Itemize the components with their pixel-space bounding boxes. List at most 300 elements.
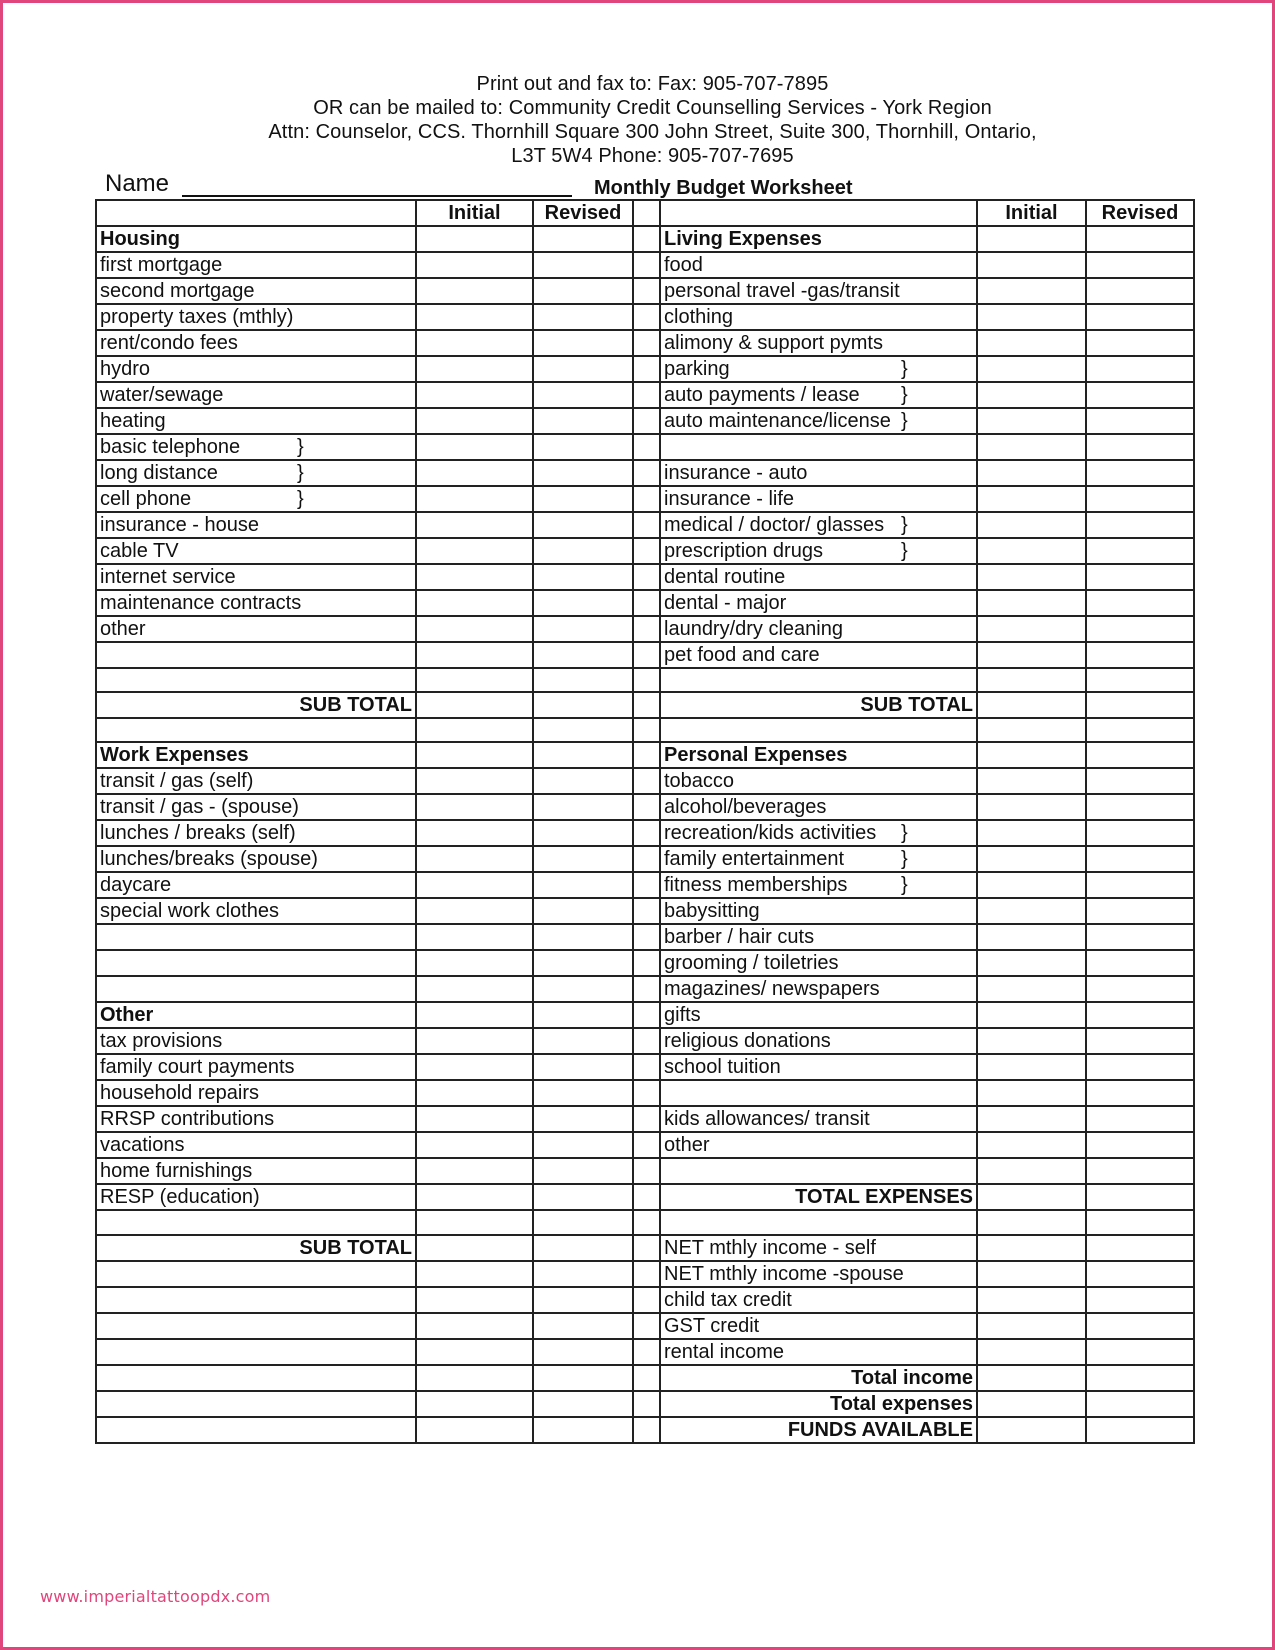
gap-cell: [633, 1002, 660, 1028]
right-label-cell: [660, 512, 977, 538]
right-label-cell: babysitting: [660, 898, 977, 924]
initial-amount-cell[interactable]: [977, 1287, 1086, 1313]
gap-cell: [633, 434, 660, 460]
initial-amount-cell[interactable]: [416, 538, 533, 564]
revised-amount-cell[interactable]: [533, 1132, 633, 1158]
revised-amount-cell[interactable]: [1086, 1235, 1194, 1261]
right-label-cell: [660, 1158, 977, 1184]
grouping-brace: }: [901, 874, 908, 897]
initial-amount-cell[interactable]: [977, 898, 1086, 924]
revised-amount-cell[interactable]: [1086, 434, 1194, 460]
column-header-revised: Revised: [1086, 200, 1194, 226]
initial-amount-cell[interactable]: [416, 1417, 533, 1443]
initial-amount-cell[interactable]: [977, 1158, 1086, 1184]
initial-amount-cell[interactable]: [416, 486, 533, 512]
initial-amount-cell[interactable]: [977, 1391, 1086, 1417]
gap-cell: [633, 794, 660, 820]
initial-amount-cell[interactable]: [977, 794, 1086, 820]
fax-mail-instructions: [0, 72, 1275, 168]
revised-amount-cell[interactable]: [533, 564, 633, 590]
gap-cell: [633, 872, 660, 898]
initial-amount-cell[interactable]: [977, 1080, 1086, 1106]
right-label-cell: [660, 872, 977, 898]
initial-amount-cell[interactable]: [416, 692, 533, 718]
table-row: [96, 1132, 1194, 1158]
initial-amount-cell[interactable]: [416, 1132, 533, 1158]
initial-amount-cell[interactable]: [977, 252, 1086, 278]
table-row: [96, 1106, 1194, 1132]
revised-amount-cell[interactable]: [533, 976, 633, 1002]
right-label-cell: food: [660, 252, 977, 278]
watermark-url: www.imperialtattoopdx.com: [40, 1587, 271, 1606]
revised-amount-cell[interactable]: [533, 1210, 633, 1234]
table-row: [96, 304, 1194, 330]
initial-amount-cell[interactable]: [977, 1028, 1086, 1054]
gap-cell: [633, 616, 660, 642]
initial-amount-cell[interactable]: [416, 1080, 533, 1106]
revised-amount-cell[interactable]: [1086, 616, 1194, 642]
revised-amount-cell[interactable]: [1086, 742, 1194, 768]
revised-amount-cell[interactable]: [1086, 820, 1194, 846]
table-row: [96, 1054, 1194, 1080]
table-row: [96, 924, 1194, 950]
initial-amount-cell[interactable]: [977, 356, 1086, 382]
revised-amount-cell[interactable]: [533, 1158, 633, 1184]
table-row: [96, 1365, 1194, 1391]
left-label-cell: [96, 434, 416, 460]
revised-amount-cell[interactable]: [533, 1261, 633, 1287]
initial-amount-cell[interactable]: [977, 434, 1086, 460]
initial-amount-cell[interactable]: [416, 1028, 533, 1054]
revised-amount-cell[interactable]: [1086, 1417, 1194, 1443]
initial-amount-cell[interactable]: [416, 1365, 533, 1391]
revised-amount-cell[interactable]: [1086, 1313, 1194, 1339]
initial-amount-cell[interactable]: [977, 846, 1086, 872]
initial-amount-cell[interactable]: [416, 278, 533, 304]
revised-amount-cell[interactable]: [1086, 304, 1194, 330]
grouping-brace: }: [901, 384, 908, 406]
table-row: [96, 434, 1194, 460]
revised-amount-cell[interactable]: [533, 590, 633, 616]
revised-amount-cell[interactable]: [533, 382, 633, 408]
right-label-text: auto payments / lease: [664, 384, 860, 406]
initial-amount-cell[interactable]: [416, 924, 533, 950]
left-label-cell: [96, 1287, 416, 1313]
revised-amount-cell[interactable]: [1086, 278, 1194, 304]
revised-amount-cell[interactable]: [1086, 872, 1194, 898]
gap-cell: [633, 1313, 660, 1339]
revised-amount-cell[interactable]: [1086, 356, 1194, 382]
revised-amount-cell[interactable]: [533, 668, 633, 692]
initial-amount-cell[interactable]: [977, 1235, 1086, 1261]
initial-amount-cell[interactable]: [977, 512, 1086, 538]
table-row: [96, 642, 1194, 668]
initial-amount-cell[interactable]: [977, 278, 1086, 304]
right-label-text: fitness memberships: [664, 874, 848, 897]
initial-amount-cell[interactable]: [977, 538, 1086, 564]
right-label-cell: dental - major: [660, 590, 977, 616]
initial-amount-cell[interactable]: [416, 794, 533, 820]
revised-amount-cell[interactable]: [533, 1235, 633, 1261]
initial-amount-cell[interactable]: [977, 1106, 1086, 1132]
initial-amount-cell[interactable]: [416, 590, 533, 616]
revised-amount-cell[interactable]: [533, 408, 633, 434]
revised-amount-cell[interactable]: [1086, 976, 1194, 1002]
right-label-text: parking: [664, 358, 730, 380]
revised-amount-cell[interactable]: [1086, 898, 1194, 924]
left-label-cell: [96, 976, 416, 1002]
revised-amount-cell[interactable]: [533, 226, 633, 252]
left-label-cell: transit / gas (self): [96, 768, 416, 794]
gap-cell: [633, 200, 660, 226]
left-label-cell: cable TV: [96, 538, 416, 564]
right-label-cell: pet food and care: [660, 642, 977, 668]
initial-amount-cell[interactable]: [977, 1054, 1086, 1080]
revised-amount-cell[interactable]: [1086, 668, 1194, 692]
revised-amount-cell[interactable]: [533, 304, 633, 330]
revised-amount-cell[interactable]: [533, 1002, 633, 1028]
initial-amount-cell[interactable]: [977, 1184, 1086, 1210]
gap-cell: [633, 1365, 660, 1391]
initial-amount-cell[interactable]: [977, 742, 1086, 768]
grouping-brace: }: [297, 462, 304, 484]
revised-amount-cell[interactable]: [533, 768, 633, 794]
table-row: [96, 408, 1194, 434]
grouping-brace: }: [901, 514, 908, 536]
budget-table: [95, 199, 1195, 1444]
initial-amount-cell[interactable]: [977, 668, 1086, 692]
revised-amount-cell[interactable]: [533, 718, 633, 742]
revised-amount-cell[interactable]: [1086, 794, 1194, 820]
gap-cell: [633, 668, 660, 692]
revised-amount-cell[interactable]: [1086, 1080, 1194, 1106]
initial-amount-cell[interactable]: [977, 1339, 1086, 1365]
revised-amount-cell[interactable]: [533, 252, 633, 278]
gap-cell: [633, 408, 660, 434]
table-row: [96, 200, 1194, 226]
left-label-cell: household repairs: [96, 1080, 416, 1106]
revised-amount-cell[interactable]: [1086, 538, 1194, 564]
worksheet-title: Monthly Budget Worksheet: [594, 177, 853, 199]
left-label-cell: RESP (education): [96, 1184, 416, 1210]
initial-amount-cell[interactable]: [977, 924, 1086, 950]
initial-amount-cell[interactable]: [416, 642, 533, 668]
right-label-cell: [660, 1210, 977, 1234]
header-blank-cell: [660, 200, 977, 226]
initial-amount-cell[interactable]: [416, 616, 533, 642]
right-label-cell: magazines/ newspapers: [660, 976, 977, 1002]
left-label-cell: daycare: [96, 872, 416, 898]
initial-amount-cell[interactable]: [416, 356, 533, 382]
initial-amount-cell[interactable]: [977, 1417, 1086, 1443]
revised-amount-cell[interactable]: [533, 1391, 633, 1417]
gap-cell: [633, 538, 660, 564]
revised-amount-cell[interactable]: [1086, 1158, 1194, 1184]
revised-amount-cell[interactable]: [533, 460, 633, 486]
gap-cell: [633, 692, 660, 718]
right-label-cell: TOTAL EXPENSES: [660, 1184, 977, 1210]
gap-cell: [633, 1261, 660, 1287]
revised-amount-cell[interactable]: [533, 898, 633, 924]
initial-amount-cell[interactable]: [416, 1235, 533, 1261]
grouping-brace: }: [297, 488, 304, 510]
right-label-cell: [660, 408, 977, 434]
revised-amount-cell[interactable]: [533, 538, 633, 564]
revised-amount-cell[interactable]: [533, 1417, 633, 1443]
right-label-cell: religious donations: [660, 1028, 977, 1054]
right-label-cell: [660, 846, 977, 872]
revised-amount-cell[interactable]: [533, 1106, 633, 1132]
revised-amount-cell[interactable]: [1086, 642, 1194, 668]
left-label-cell: first mortgage: [96, 252, 416, 278]
right-label-cell: insurance - auto: [660, 460, 977, 486]
gap-cell: [633, 718, 660, 742]
revised-amount-cell[interactable]: [1086, 564, 1194, 590]
initial-amount-cell[interactable]: [416, 1106, 533, 1132]
revised-amount-cell[interactable]: [1086, 1365, 1194, 1391]
initial-amount-cell[interactable]: [977, 642, 1086, 668]
revised-amount-cell[interactable]: [1086, 1106, 1194, 1132]
initial-amount-cell[interactable]: [977, 486, 1086, 512]
left-label-cell: [96, 1210, 416, 1234]
initial-amount-cell[interactable]: [416, 1184, 533, 1210]
initial-amount-cell[interactable]: [416, 564, 533, 590]
header-blank-cell: [96, 200, 416, 226]
revised-amount-cell[interactable]: [1086, 330, 1194, 356]
revised-amount-cell[interactable]: [533, 950, 633, 976]
initial-amount-cell[interactable]: [416, 1054, 533, 1080]
revised-amount-cell[interactable]: [1086, 382, 1194, 408]
revised-amount-cell[interactable]: [1086, 1132, 1194, 1158]
table-row: [96, 820, 1194, 846]
header-line-2: OR can be mailed to: Community Credit Counselling Services - York Region: [313, 97, 992, 119]
revised-amount-cell[interactable]: [1086, 950, 1194, 976]
left-label-cell: tax provisions: [96, 1028, 416, 1054]
table-row: [96, 252, 1194, 278]
initial-amount-cell[interactable]: [416, 408, 533, 434]
revised-amount-cell[interactable]: [533, 794, 633, 820]
revised-amount-cell[interactable]: [533, 1028, 633, 1054]
initial-amount-cell[interactable]: [416, 1261, 533, 1287]
revised-amount-cell[interactable]: [533, 692, 633, 718]
initial-amount-cell[interactable]: [977, 226, 1086, 252]
right-label-cell: kids allowances/ transit: [660, 1106, 977, 1132]
initial-amount-cell[interactable]: [416, 898, 533, 924]
revised-amount-cell[interactable]: [533, 872, 633, 898]
right-label-text: family entertainment: [664, 848, 845, 871]
table-row: [96, 898, 1194, 924]
initial-amount-cell[interactable]: [977, 1313, 1086, 1339]
gap-cell: [633, 1287, 660, 1313]
table-row: [96, 1417, 1194, 1443]
initial-amount-cell[interactable]: [977, 692, 1086, 718]
revised-amount-cell[interactable]: [533, 1313, 633, 1339]
revised-amount-cell[interactable]: [533, 1184, 633, 1210]
table-row: [96, 976, 1194, 1002]
initial-amount-cell[interactable]: [977, 718, 1086, 742]
table-row: [96, 590, 1194, 616]
initial-amount-cell[interactable]: [977, 460, 1086, 486]
gap-cell: [633, 564, 660, 590]
initial-amount-cell[interactable]: [977, 408, 1086, 434]
table-row: [96, 1184, 1194, 1210]
revised-amount-cell[interactable]: [1086, 486, 1194, 512]
revised-amount-cell[interactable]: [533, 1339, 633, 1365]
revised-amount-cell[interactable]: [1086, 1054, 1194, 1080]
revised-amount-cell[interactable]: [533, 642, 633, 668]
revised-amount-cell[interactable]: [533, 820, 633, 846]
initial-amount-cell[interactable]: [977, 590, 1086, 616]
initial-amount-cell[interactable]: [416, 512, 533, 538]
table-row: [96, 1080, 1194, 1106]
revised-amount-cell[interactable]: [1086, 1028, 1194, 1054]
revised-amount-cell[interactable]: [533, 742, 633, 768]
right-label-cell: personal travel -gas/transit: [660, 278, 977, 304]
revised-amount-cell[interactable]: [1086, 590, 1194, 616]
revised-amount-cell[interactable]: [1086, 1287, 1194, 1313]
column-header-initial: Initial: [416, 200, 533, 226]
table-row: [96, 950, 1194, 976]
revised-amount-cell[interactable]: [1086, 1391, 1194, 1417]
initial-amount-cell[interactable]: [977, 1132, 1086, 1158]
initial-amount-cell[interactable]: [416, 252, 533, 278]
initial-amount-cell[interactable]: [977, 872, 1086, 898]
revised-amount-cell[interactable]: [533, 278, 633, 304]
revised-amount-cell[interactable]: [1086, 460, 1194, 486]
initial-amount-cell[interactable]: [416, 742, 533, 768]
revised-amount-cell[interactable]: [533, 1054, 633, 1080]
initial-amount-cell[interactable]: [977, 976, 1086, 1002]
revised-amount-cell[interactable]: [533, 356, 633, 382]
initial-amount-cell[interactable]: [977, 950, 1086, 976]
revised-amount-cell[interactable]: [533, 434, 633, 460]
initial-amount-cell[interactable]: [416, 668, 533, 692]
revised-amount-cell[interactable]: [533, 512, 633, 538]
left-label-cell: [96, 950, 416, 976]
right-label-cell: insurance - life: [660, 486, 977, 512]
initial-amount-cell[interactable]: [977, 1002, 1086, 1028]
gap-cell: [633, 460, 660, 486]
left-label-cell: other: [96, 616, 416, 642]
revised-amount-cell[interactable]: [1086, 512, 1194, 538]
revised-amount-cell[interactable]: [1086, 924, 1194, 950]
left-label-cell: [96, 486, 416, 512]
left-label-cell: hydro: [96, 356, 416, 382]
revised-amount-cell[interactable]: [533, 1287, 633, 1313]
initial-amount-cell[interactable]: [416, 460, 533, 486]
initial-amount-cell[interactable]: [977, 616, 1086, 642]
initial-amount-cell[interactable]: [416, 718, 533, 742]
initial-amount-cell[interactable]: [416, 382, 533, 408]
revised-amount-cell[interactable]: [1086, 1184, 1194, 1210]
initial-amount-cell[interactable]: [416, 1339, 533, 1365]
initial-amount-cell[interactable]: [977, 1210, 1086, 1234]
initial-amount-cell[interactable]: [416, 330, 533, 356]
initial-amount-cell[interactable]: [977, 564, 1086, 590]
initial-amount-cell[interactable]: [416, 1287, 533, 1313]
left-label-cell: [96, 924, 416, 950]
revised-amount-cell[interactable]: [533, 330, 633, 356]
initial-amount-cell[interactable]: [977, 304, 1086, 330]
initial-amount-cell[interactable]: [977, 1365, 1086, 1391]
revised-amount-cell[interactable]: [1086, 768, 1194, 794]
initial-amount-cell[interactable]: [416, 1158, 533, 1184]
left-label-cell: rent/condo fees: [96, 330, 416, 356]
initial-amount-cell[interactable]: [416, 226, 533, 252]
initial-amount-cell[interactable]: [416, 1002, 533, 1028]
gap-cell: [633, 1417, 660, 1443]
initial-amount-cell[interactable]: [416, 304, 533, 330]
initial-amount-cell[interactable]: [416, 976, 533, 1002]
left-label-cell: [96, 668, 416, 692]
revised-amount-cell[interactable]: [1086, 1002, 1194, 1028]
table-row: [96, 718, 1194, 742]
right-label-text: medical / doctor/ glasses: [664, 514, 885, 536]
initial-amount-cell[interactable]: [977, 1261, 1086, 1287]
initial-amount-cell[interactable]: [977, 330, 1086, 356]
gap-cell: [633, 976, 660, 1002]
revised-amount-cell[interactable]: [1086, 1339, 1194, 1365]
revised-amount-cell[interactable]: [533, 924, 633, 950]
table-row: [96, 330, 1194, 356]
left-label-cell: [96, 460, 416, 486]
revised-amount-cell[interactable]: [533, 846, 633, 872]
initial-amount-cell[interactable]: [416, 1210, 533, 1234]
table-row: [96, 1391, 1194, 1417]
left-label-cell: SUB TOTAL: [96, 692, 416, 718]
revised-amount-cell[interactable]: [1086, 692, 1194, 718]
initial-amount-cell[interactable]: [416, 846, 533, 872]
revised-amount-cell[interactable]: [533, 486, 633, 512]
revised-amount-cell[interactable]: [1086, 408, 1194, 434]
initial-amount-cell[interactable]: [416, 434, 533, 460]
initial-amount-cell[interactable]: [416, 768, 533, 794]
initial-amount-cell[interactable]: [416, 1391, 533, 1417]
initial-amount-cell[interactable]: [416, 1313, 533, 1339]
right-label-cell: [660, 668, 977, 692]
revised-amount-cell[interactable]: [533, 1080, 633, 1106]
table-row: [96, 356, 1194, 382]
initial-amount-cell[interactable]: [977, 820, 1086, 846]
initial-amount-cell[interactable]: [416, 950, 533, 976]
right-label-cell: other: [660, 1132, 977, 1158]
initial-amount-cell[interactable]: [416, 820, 533, 846]
table-row: [96, 768, 1194, 794]
revised-amount-cell[interactable]: [1086, 846, 1194, 872]
revised-amount-cell[interactable]: [1086, 226, 1194, 252]
revised-amount-cell[interactable]: [533, 1365, 633, 1391]
table-row: [96, 486, 1194, 512]
initial-amount-cell[interactable]: [416, 872, 533, 898]
revised-amount-cell[interactable]: [1086, 718, 1194, 742]
revised-amount-cell[interactable]: [1086, 1261, 1194, 1287]
revised-amount-cell[interactable]: [1086, 1210, 1194, 1234]
revised-amount-cell[interactable]: [1086, 252, 1194, 278]
table-row: [96, 872, 1194, 898]
gap-cell: [633, 1339, 660, 1365]
gap-cell: [633, 742, 660, 768]
grouping-brace: }: [901, 848, 908, 871]
left-label-cell: [96, 642, 416, 668]
name-field[interactable]: [182, 195, 572, 197]
initial-amount-cell[interactable]: [977, 768, 1086, 794]
left-label-cell: SUB TOTAL: [96, 1235, 416, 1261]
left-label-cell: [96, 1417, 416, 1443]
revised-amount-cell[interactable]: [533, 616, 633, 642]
initial-amount-cell[interactable]: [977, 382, 1086, 408]
left-label-cell: property taxes (mthly): [96, 304, 416, 330]
table-row: [96, 616, 1194, 642]
